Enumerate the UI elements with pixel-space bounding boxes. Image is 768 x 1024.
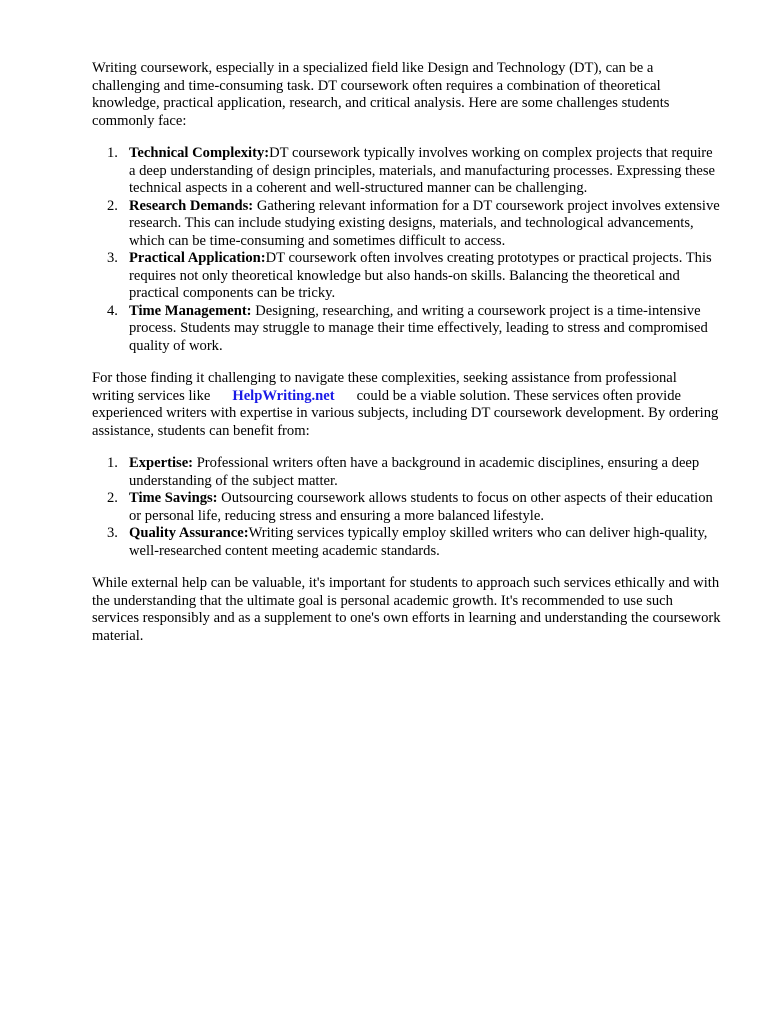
list-item (92, 198, 722, 251)
challenges-list (92, 145, 722, 355)
list-number: 1. (107, 145, 118, 161)
item-title: Quality Assurance: (129, 525, 249, 541)
document-page (92, 60, 722, 645)
item-text: DT coursework typically involves working on complex projects that require a deep understanding of design principles, materials, and manufacturing processes. Expressing these technical aspects in a coherent and well-structured manner can be challenging. (129, 145, 716, 196)
list-item (92, 455, 722, 490)
list-item (92, 525, 722, 560)
item-text: DT coursework often involves creating prototypes or practical projects. This requires not only theoretical knowledge but also hands-on skills. Balancing the theoretical and practical components can be tricky. (129, 250, 712, 301)
list-number: 4. (107, 302, 118, 319)
closing-paragraph: While external help can be valuable, it's important for students to approach such services ethically and with the understanding that the ultimate goal is personal academic growth. It's recommended to use such services responsibly and as a supplement to one's own efforts in learning and understanding the coursework material. (92, 575, 721, 644)
list-item (92, 250, 722, 303)
list-number: 3. (107, 250, 118, 266)
list-number: 2. (107, 197, 118, 214)
item-title: Research Demands: (129, 197, 254, 214)
intro-paragraph: Writing coursework, especially in a specialized field like Design and Technology (DT), can be a challenging and time-consuming task. DT coursework often requires a combination of theoretical knowledge, practical application, research, and critical analysis. Here are some challenges students commonly face: (92, 60, 670, 129)
item-title: Time Savings: (129, 490, 218, 506)
item-title: Expertise: (129, 455, 194, 471)
item-title: Practical Application: (129, 250, 266, 266)
item-text: Professional writers often have a background in academic disciplines, ensuring a deep understanding of the subject matter. (129, 455, 700, 489)
item-text: Gathering relevant information for a DT coursework project involves extensive research. This can include studying existing designs, materials, and technological advancements, which can be time-consuming and sometimes difficult to access. (129, 197, 720, 249)
assistance-text-before: For those finding it challenging to navigate these complexities, seeking assistance from professional writing services like (92, 370, 677, 404)
assistance-paragraph (92, 370, 722, 440)
list-number: 2. (107, 490, 118, 506)
item-text: Designing, researching, and writing a coursework project is a time-intensive process. Students may struggle to manage their time effectively, leading to stress and compromised quality of work. (129, 302, 708, 354)
assistance-text-after: could be a viable solution. These services often provide experienced writers with expertise in various subjects, including DT coursework development. By ordering assistance, students can benefit from: (92, 387, 719, 439)
helpwriting-link[interactable]: HelpWriting.net (232, 387, 335, 404)
list-item (92, 145, 722, 198)
list-number: 3. (107, 525, 118, 541)
list-item (92, 490, 722, 525)
item-title: Time Management: (129, 302, 252, 319)
list-number: 1. (107, 455, 118, 471)
list-item (92, 303, 722, 356)
item-text: Writing services typically employ skilled writers who can deliver high-quality, well-researched content meeting academic standards. (129, 525, 708, 559)
benefits-list (92, 455, 722, 560)
item-text: Outsourcing coursework allows students to focus on other aspects of their education or personal life, reducing stress and ensuring a more balanced lifestyle. (129, 490, 713, 524)
item-title: Technical Complexity: (129, 145, 270, 161)
